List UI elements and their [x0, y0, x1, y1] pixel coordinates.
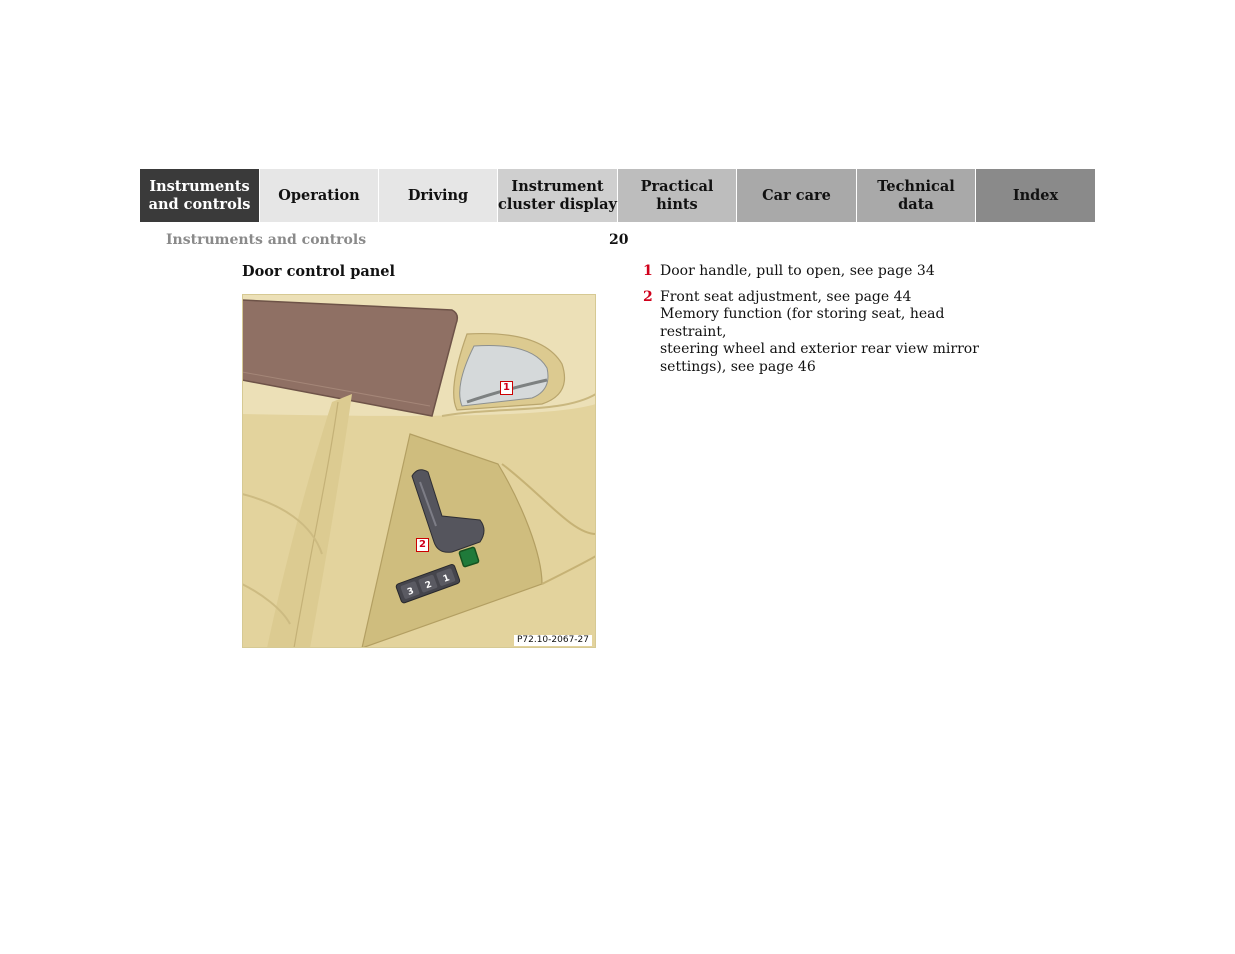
tab-operation[interactable] — [260, 169, 379, 222]
callout-2: 2 — [416, 538, 429, 552]
door-panel-drawing — [242, 294, 596, 648]
tab-label: Car care — [762, 186, 831, 204]
callout-1: 1 — [500, 381, 513, 395]
tab-index[interactable] — [976, 169, 1095, 222]
page-heading: Door control panel — [242, 263, 396, 280]
section-title: Instruments and controls — [166, 232, 367, 248]
tab-instruments-and-controls[interactable] — [140, 169, 260, 222]
door-panel-illustration — [242, 294, 596, 648]
section-tabs — [140, 169, 1095, 222]
tab-label: Instrument cluster display — [498, 177, 617, 213]
legend-text: settings), see page 46 — [660, 358, 816, 375]
memory-button-1: 1 — [441, 573, 452, 585]
legend-number: 2 — [643, 288, 653, 305]
legend-text: Door handle, pull to open, see page 34 — [660, 263, 935, 279]
tab-label: Index — [1012, 186, 1059, 204]
legend-text: Memory function (for storing seat, head restraint, — [660, 306, 945, 340]
tab-driving[interactable] — [379, 169, 498, 222]
tab-label: Technical data — [877, 177, 955, 213]
legend-text: steering wheel and exterior rear view mirror — [660, 341, 979, 357]
tab-label: Instruments and controls — [148, 177, 251, 213]
tab-label: Driving — [407, 186, 469, 204]
tab-label: Practical hints — [640, 177, 714, 213]
legend-item — [643, 289, 1003, 377]
callout-legend — [643, 263, 1003, 384]
tab-label: Operation — [278, 186, 360, 204]
page-number: 20 — [609, 232, 629, 248]
tab-technical-data[interactable] — [857, 169, 976, 222]
tab-practical-hints[interactable] — [618, 169, 737, 222]
tab-car-care[interactable] — [737, 169, 857, 222]
memory-button-3: 3 — [406, 586, 416, 598]
tab-instrument-cluster-display[interactable] — [498, 169, 618, 222]
memory-button-2: 2 — [423, 579, 434, 592]
legend-item — [643, 263, 1003, 281]
legend-text: Front seat adjustment, see page 44 — [660, 288, 912, 305]
figure-code: P72.10-2067-27 — [514, 635, 592, 646]
legend-number: 1 — [643, 263, 653, 279]
